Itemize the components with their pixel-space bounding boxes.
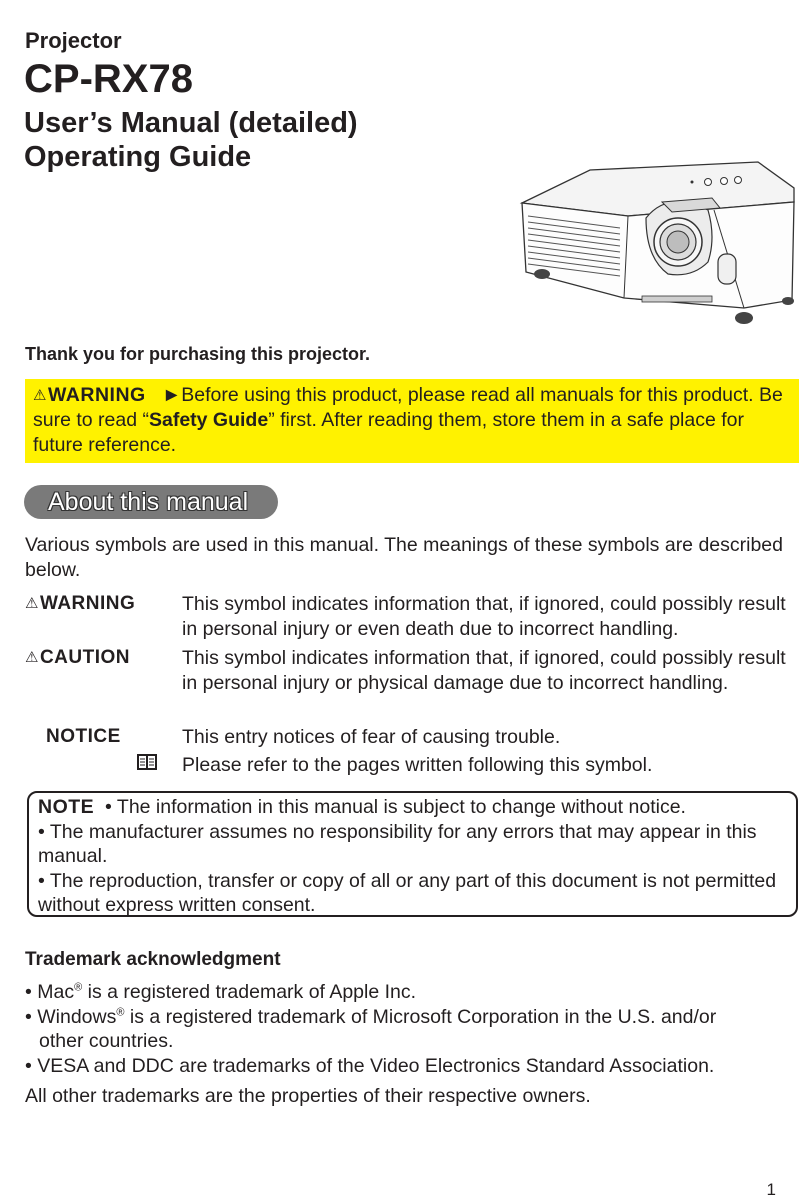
arrow-icon: ► [161, 384, 182, 406]
thank-you-text: Thank you for purchasing this projector. [25, 344, 371, 364]
trademark-heading: Trademark acknowledgment [25, 949, 281, 970]
note-item-2: • The manufacturer assumes no responsibility for any errors that may appear in this manual. [38, 820, 757, 867]
safety-guide-ref: Safety Guide [148, 409, 269, 431]
trademark-others: All other trademarks are the properties of their respective owners. [25, 1085, 591, 1107]
note-item-1: • The information in this manual is subject to change without notice. [105, 796, 686, 818]
note-box [27, 791, 798, 917]
symbol-notice-label: NOTICE [46, 726, 121, 747]
symbol-notice-desc: This entry notices of fear of causing trouble. [182, 726, 561, 748]
document-title [24, 106, 358, 174]
title-line-1: User’s Manual (detailed) [24, 107, 358, 139]
symbol-caution-desc: This symbol indicates information that, if ignored, could possibly result in personal injury or physical damage due to incorrect handling. [182, 647, 786, 694]
model-name: CP-RX78 [24, 57, 193, 101]
warning-triangle-icon: ⚠ [33, 387, 47, 404]
trademark-windows-cont: other countries. [39, 1030, 174, 1052]
warning-label: ⚠WARNING [33, 384, 146, 406]
trademark-list [25, 980, 805, 1109]
symbol-warning-label: ⚠WARNING [25, 592, 135, 617]
trademark-mac: • Mac® is a registered trademark of Apple Inc. [25, 981, 417, 1003]
title-line-2: Operating Guide [24, 141, 252, 173]
caution-triangle-icon: ⚠ [25, 649, 39, 666]
warning-triangle-icon: ⚠ [25, 595, 39, 612]
trademark-windows: • Windows® is a registered trademark of Microsoft Corporation in the U.S. and/or [25, 1005, 717, 1028]
note-label: NOTE [38, 796, 95, 818]
book-reference-icon [136, 753, 158, 771]
note-item-3: • The reproduction, transfer or copy of all or any part of this document is not permitted without express written consent. [38, 869, 777, 916]
product-category: Projector [25, 28, 122, 53]
symbol-reference-desc: Please refer to the pages written following this symbol. [182, 754, 653, 776]
page-number: 1 [766, 1180, 776, 1199]
warning-text-2: ” first. After reading them, store them in a safe place for future reference. [33, 409, 744, 456]
warning-text-1: Before using this product, please read all manuals for this product. Be sure to read “ [33, 384, 783, 431]
symbol-warning-desc: This symbol indicates information that, if ignored, could possibly result in personal injury or even death due to incorrect handling. [182, 593, 786, 640]
section-heading-about: About this manual [24, 485, 278, 519]
about-intro: Various symbols are used in this manual. The meanings of these symbols are described below. [25, 534, 783, 581]
projector-illustration [512, 158, 804, 328]
symbol-caution-label: ⚠CAUTION [25, 646, 130, 671]
warning-callout [25, 379, 799, 463]
trademark-vesa: • VESA and DDC are trademarks of the Video Electronics Standard Association. [25, 1054, 715, 1077]
